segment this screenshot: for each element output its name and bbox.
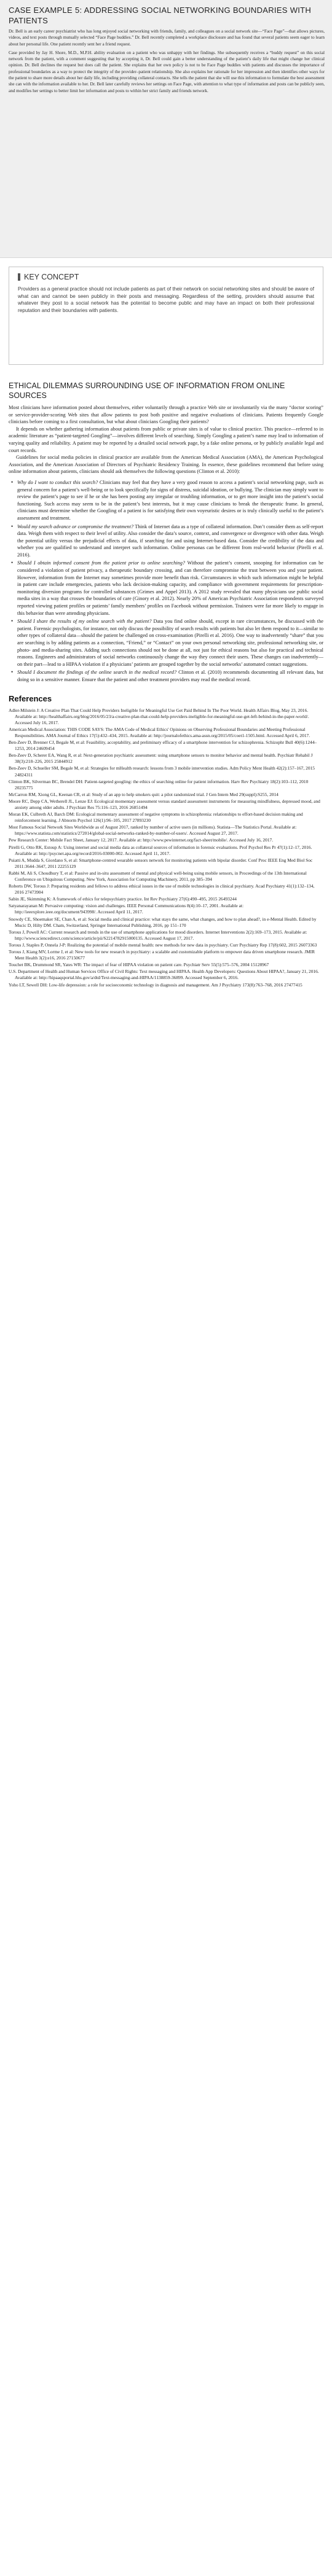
reference-item: Roberts DW, Torous J: Preparing residents and fellows to address ethical issues in the use of mobile technologies in clinical psychiatry. Acad Psychiatry 41(1):132–134, 2016 27473904 xyxy=(9,883,315,896)
reference-item: Yoho LT, Sewell DH: Low-life depression: a role for socioeconomic technology in diagnosis and management. Am J Psychiatry 173(8):763–768, 2016 27477415 xyxy=(9,982,302,988)
reference-item: Moore RC, Depp CA, Wetherell JL, Lenze EJ: Ecological momentary assessment versus standard assessment instruments for measuring mindfulness, depressed mood, and anxiety among older adults. J Psychiatr Res 75:116–123, 2016 26851494 xyxy=(9,798,320,810)
references-list xyxy=(0,708,332,988)
reference-item: Pew Research Center: Mobile Fact Sheet, January 12, 2017. Available at: http://www.pewinternet.org/fact-sheet/mobile/. Accessed July 16, 2017. xyxy=(9,837,274,843)
section-body xyxy=(9,404,323,475)
reference-item: Pirelli G, Otto RK, Estoup A: Using internet and social media data as collateral sources of information in forensic evaluations. Prof Psychol Res Pr 47(1):12–17, 2016. Available at: http://psycnet.apa.org/record/2016-03000-002. Accessed April 11, 2017. xyxy=(9,844,312,856)
reference-item: Most Famous Social Network Sites Worldwide as of August 2017, ranked by number of active users (in millions). Statista—The Statistics Portal. Available at: https://www.statista.com/statistics/272014/global-social-networks-ranked-by-number-of-users/. Accessed August 27, 2017. xyxy=(9,824,297,837)
paragraph: It depends on whether gathering information about patients from public or private sites is of value to clinical practice. This practice—referred to in academic literature as “patient-targeted Googling”—involves different levels of searching. Simply Googling a patient’s name may lead to information of varying quality and reliability. A patient may be reported by a detailed social network page, by a fake online persona, or by publicly available legal and court records. xyxy=(9,426,323,453)
reference-item: Puiatti A, Mudda S, Giordano S, et al: Smartphone-centred wearable sensors network for monitoring patients with bipolar disorder. Conf Proc IEEE Eng Med Biol Soc 2011:3644–3647, 2011 22255129 xyxy=(9,857,313,869)
key-concept-marker-icon xyxy=(18,273,20,281)
reference-item: U.S. Department of Health and Human Services Office of Civil Rights: Text messaging and HIPAA. Health App Developers: Questions About HIPAA?, January 21, 2016. Available at: http://hipaaqsportal.hhs.gov/a/dtd/Text-messaging-and-HIPAA/1138859-36899. Accessed September 6, 2016. xyxy=(9,969,319,981)
paragraph: Most clinicians have information posted about themselves, either voluntarily through a practice Web site or involuntarily via the many “doctor scoring” or service-provider-scoring Web sites that allow patients to post both positive and negative evaluations of clinicians. Patients frequently Google clinicians before coming to a first consultation, but what about clinicians Googling their patients? xyxy=(9,405,323,425)
reference-item: Touchet BK, Drummond SR, Yates WR: The impact of fear of HIPAA violation on patient care. Psychiatr Serv 55(5):575–576, 2004 15128967 xyxy=(9,962,269,968)
reference-item: Ben-Zeev D, Scherer EA, Wang R, et al: Next-generation psychiatric assessment: using smartphone sensors to monitor behavior and mental health. Psychiatr Rehabil J 38(3):218–226, 2015 25844912 xyxy=(9,752,313,765)
reference-item: Torous J, Kiang MV, Lorme J, et al: New tools for new research in psychiatry: a scalable and customizable platform to empower data driven smartphone research. JMIR Ment Health 3(2):e16, 2016 27150677 xyxy=(9,949,315,961)
key-concept-title: KEY CONCEPT xyxy=(24,273,79,281)
guideline-questions-list xyxy=(9,479,323,684)
reference-item: Rabbi M, Ali S, Choudhury T, et al: Passive and in-situ assessment of mental and physical well-being using mobile sensors, in Proceedings of the 13th International Conference on Ubiquitous Computing. New York, Association for Computing Machinery, 2011, pp 385–394 xyxy=(9,870,307,882)
guideline-question: • Why do I want to conduct this search? Clinicians may feel that they have a very good reason to access a patient’s social networking page, such as general concern for a patient’s well-being or to look specifically for signs of distress, suicidal ideation, or bullying. The clinician may simply want to review the patient’s page to see if he or she has been posting any irregular or troubling information, or to get more insight into the patient’s social functioning. Such access may seem to be in the patient’s best interests, but it may cause clinicians to break the therapeutic frame. In general, clinicians must determine whether the Googling of a patient is for satisfying their own voyeuristic desires or is truly clinically useful to the patient’s assessment and treatment. xyxy=(17,479,323,522)
reference-item: Torous J, Powell AC: Current research and trends in the use of smartphone applications for mood disorders. Internet Interventions 2(2):169–173, 2015. Available at: http://www.sciencedirect.com/science/article/pii/S2214782915000135. Accessed August 17, 2017. xyxy=(9,929,307,941)
case-example-body xyxy=(9,28,325,94)
reference-item: Ben-Zeev D, Schueller SM, Begale M, et al: Strategies for mHealth research: lessons from 3 mobile intervention studies. Adm Policy Ment Health 42(2):157–167, 2015 24824311 xyxy=(9,765,315,778)
guideline-question: • Should I share the results of my online search with the patient? Data you find online should, except in rare circumstances, be discussed with the patient. Forensic psychologists, for instance, not only discuss the possibility of search results with patients but also let them respond to it—similar to other types of collateral data—should the patient be challenged on cross-examination (Pirelli et al. 2016). One way to inadvertently “share” that you are searching is by adding patients as a connection, “Friend,” or “Contact” on your own personal networking site, professional networking site, or photo- and media-sharing sites. Adding such connections should not be done at all, not just for ethical reasons but also for practical and technical reasons. Engineers and administrators of social networks continuously change the way they connect their users. These changes can inadvertently—on their part—lead to a HIPAA violation if a physicians’ patients are grouped together by the social networks’ automated contact suggestions. xyxy=(17,618,323,668)
key-concept-box xyxy=(9,267,323,365)
key-concept-heading xyxy=(18,272,314,282)
reference-item: Snowdy CE, Shoemaker SE, Chan A, et al: Social media and clinical practice: what stays the same, what changes, and how to plan ahead?, in e-Mental Health. Edited by Mucic D, Hilty DM. Cham, Switzerland, Springer International Publishing, 2016, pp 151–170 xyxy=(9,916,317,928)
reference-item: Adler-Milstein J: A Creative Plan That Could Help Providers Ineligible for Meaningful Use Get Paid Behind In The Poor World. Health Affairs Blog, May 23, 2016. Available at: http://healthaffairs.org/blog/2016/05/23/a-creative-plan-that-could-help-providers-ineligible-for-meaningful-use-get-left-behind-in-the-paper-world/. Accessed July 16, 2017. xyxy=(9,707,309,725)
reference-item: American Medical Association: THIS CODE SAYS: The AMA Code of Medical Ethics' Opinions on Observing Professional Boundaries and Meeting Professional Responsibilities. AMA Journal of Ethics 17(5):432–434, 2015. Available at: http://journalofethics.ama-assn.org/2015/05/coet1-1505.html. Accessed April 6, 2017. xyxy=(9,726,310,738)
reference-item: Ben-Zeev D, Brenner CJ, Begale M, et al: Feasibility, acceptability, and preliminary efficacy of a smartphone intervention for schizophrenia. Schizophr Bull 40(6):1244–1253, 2014 24609454 xyxy=(9,740,317,752)
case-example-title: CASE EXAMPLE 5: ADDRESSING SOCIAL NETWORKING BOUNDARIES WITH PATIENTS xyxy=(9,6,312,25)
section-title: ETHICAL DILEMMAS SURROUNDING USE OF INFORMATION FROM ONLINE SOURCES xyxy=(9,381,285,400)
case-example-intro: Dr. Bell is an early career psychiatrist who has long enjoyed social networking with friends, family, and colleagues on a social network site—“Face Page”—that allows pictures, videos, and text posts through mutually selected “Face Page buddies.” Dr. Bell recently completed a workplace disclosure and has found that several patients seem eager to learn about her personal life. One patient recently sent her a friend request. xyxy=(9,29,325,47)
references-heading: References xyxy=(9,693,52,703)
reference-item: McCarron RM, Xiong GL, Keenan CR, et al: Study of an app to help smokers quit: a pilot randomized trial. J Gen Intern Med 29(suppl):S255, 2014 xyxy=(9,791,279,797)
reference-item: Moran EK, Culbreth AJ, Barch DM: Ecological momentary assessment of negative symptoms in schizophrenia: relationships to effort-based decision making and reinforcement learning. J Abnorm Psychol 126(1):96–105, 2017 27893230 xyxy=(9,811,303,824)
ethical-dilemmas-section xyxy=(0,365,332,704)
guideline-question: • Should I obtain informed consent from the patient prior to online searching? Without the patient’s consent, snooping for information can be considered a violation of patient privacy, a therapeutic boundary crossing, and can therefore compromise the trust between you and your patient. However, information from the Internet may sometimes provide more benefit than risk. Circumstances in which such information might be helpful in patient care include emergencies, patients who lack decision-making capacity, and compliance with government requirements for prescription-monitoring diversion programs for controlled substances (Grimes and Appel 2013). A 2012 study revealed that many physicians use public social media sites in a way that crosses the boundaries of care (Ginory et al. 2012). Nearly 20% of American Psychiatric Association respondents surveyed reported viewing patient profiles or patients’ family members’ profiles on Facebook without permission. Trainees were far more likely to engage in this behavior than were attending physicians. xyxy=(17,560,323,617)
guideline-question: • Would my search advance or compromise the treatment? Think of Internet data as a type of collateral information. Don’t consider them as self-report data. Weigh them with respect to their level of utility. Also consider the data’s source, context, and convergence or divergence with other data. Weigh the potential utility versus the prejudicial effects of data, if searching for and using Internet-based data. Consider the credibility of the data and whether you are qualified to understand and interpret such information. Online personas can be different from real-world behavior (Pirelli et al. 2016). xyxy=(17,523,323,559)
case-example-box xyxy=(0,0,332,258)
reference-item: Sabin JE, Skimming K: A framework of ethics for telepsychiatry practice. Int Rev Psychiatry 27(6):490–495, 2015 26493244 xyxy=(9,896,237,902)
case-example-text: Case provided by Jay H. Shore, M.D., M.P.H. ability evaluation on a patient who was unhappy with her findings. She subsequently receives a “buddy request” on this social network from the patient, with a comment suggesting that by accepting it, Dr. Bell could gain a better understanding of the patient’s daily life that might change her clinical opinion. Dr. Bell declines the request but does call the patient. She explains that her own policy is not to be Face Page buddies with patients and discusses the importance of professional boundaries as a way to protect the integrity of the provider–patient relationship. She also explains her rationale for her impression and then identifies other ways for the patient to share more details about her daily life, including providing collateral contacts. She tells the patient that she will use this information to formulate the best assessment she can with the information available to her. Dr. Bell later carefully reviews her settings on Face Page, with attention to what type of information and posts can be publicly seen, and modifies her settings to better limit her information and posts to within her strict family and friends network. xyxy=(9,50,325,93)
paragraph: Guidelines for social media policies in clinical practice are available from the American Medical Association (AMA), the American Psychological Association, and the American Association of Directors of Psychiatric Residency Training. In essence, these guidelines recommend that before using online information about patients, clinicians should ask themselves the following questions (Clinton et al. 2010): xyxy=(9,455,323,475)
key-concept-text: Providers as a general practice should not include patients as part of their network on social networking sites and should be aware of what can and cannot be seen publicly in their posts and messaging. Regardless of the setting, providers should assume that whatever they post to a social network has the potential to become public and may have an impact on both their professional reputation and their boundaries with patients. xyxy=(18,286,314,313)
reference-item: Clinton BK, Silverman BC, Brendel DH: Patient-targeted googling: the ethics of searching online for patient information. Harv Rev Psychiatry 18(2):103–112, 2010 20235775 xyxy=(9,778,309,790)
guideline-question: • Should I document the findings of the online search in the medical record? Clinton et al. (2010) recommends documenting all relevant data, but doing so in a sensitive manner. Ensure that the patient and other treatment providers may read the medical record. xyxy=(17,669,323,683)
reference-item: Torous J, Staples P, Onnela J-P: Realizing the potential of mobile mental health: new methods for new data in psychiatry. Curr Psychiatry Rep 17(8):602, 2015 26073363 xyxy=(9,942,317,948)
reference-item: Satyanarayanan M: Pervasive computing: vision and challenges. IEEE Personal Communications 8(4):10–17, 2001. Available at: http://ieeexplore.ieee.org/document/943998/. Accessed April 11, 2017. xyxy=(9,903,244,915)
